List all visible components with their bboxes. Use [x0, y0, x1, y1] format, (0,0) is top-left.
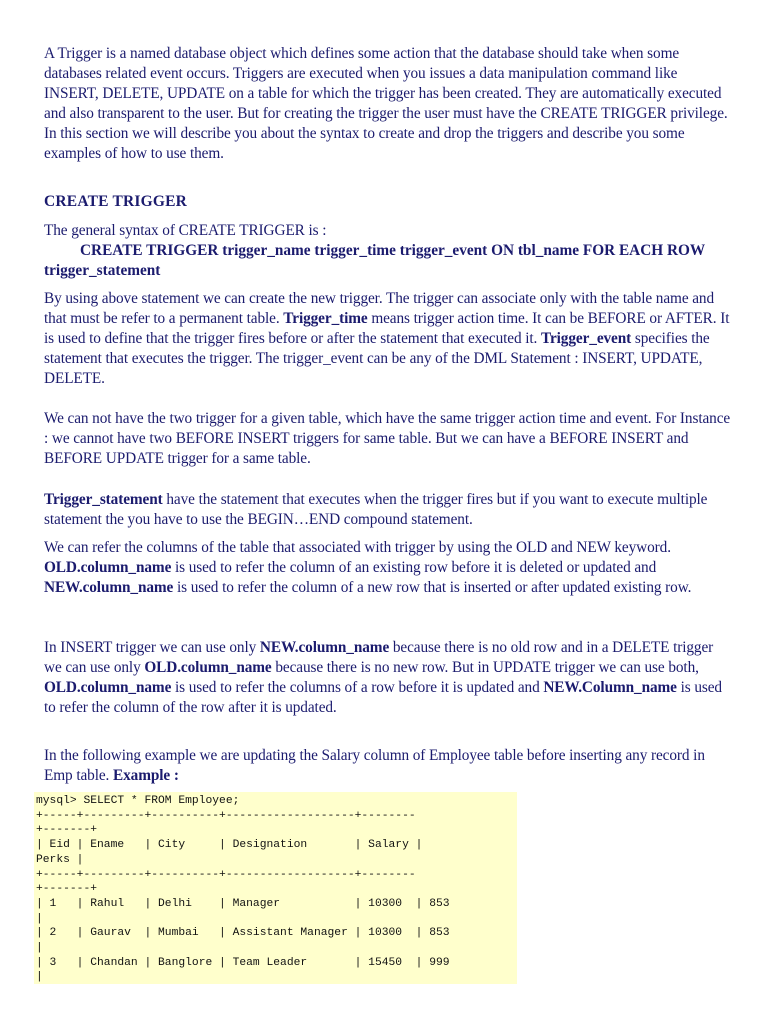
term-new-column: NEW.column_name [44, 579, 174, 596]
term-trigger-event: Trigger_event [540, 330, 632, 347]
term-trigger-statement: Trigger_statement [44, 491, 163, 508]
section-heading: CREATE TRIGGER [44, 193, 188, 210]
text-run: specifies the statement that executes the trigger. The trigger_event can be any of the DML Statement : INSERT, UPDATE, DELETE. [44, 330, 710, 387]
term-old-column: OLD.column_name [44, 559, 172, 576]
code-example: mysql> SELECT * FROM Employee; +-----+---------+----------+-------------------+-------- +-------+ | Eid | Ename | City | Designation | Salary | Perks | +-----+---------+----------+-------------------+-------- +-------+ | 1 | Rahul | Delhi | Manager | 10300 | 853 | | 2 | Gaurav | Mumbai | Assistant Manager | 10300 | 853 | | 3 | Chandan | Banglore | Team Leader | 15450 | 999 | [36, 795, 450, 984]
text-run: is used to refer the column of an existing row before it is deleted or updated and [171, 559, 657, 576]
intro-paragraph: A Trigger is a named database object which defines some action that the database should take when some databases related event occurs. Triggers are executed when you issues a data manipulation command like INSERT, DELETE, UPDATE on a table for which the trigger has been created. They are automatically executed and also transparent to the user. But for creating the trigger the user must have the CREATE TRIGGER privilege. In this section we will describe you about the syntax to create and drop the triggers and describe you some examples of how to use them. [44, 45, 728, 162]
syntax-intro: The general syntax of CREATE TRIGGER is : [44, 222, 327, 239]
text-run: means trigger action time. It can be BEFORE or AFTER. It is used to define that the trigger fires before or after the statement that executed it. [44, 310, 730, 347]
term-old-column: OLD.column_name [44, 679, 172, 696]
text-run: because there is no old row and in a DELETE trigger we can use only [44, 639, 714, 676]
term-old-column: OLD.column_name [144, 659, 272, 676]
text-run: is used to refer the columns of a row before it is updated and [171, 679, 544, 696]
text-run: In INSERT trigger we can use only [44, 639, 260, 656]
term-trigger-time: Trigger_time [283, 310, 368, 327]
insert-delete-update-paragraph [44, 638, 734, 718]
trigger-statement-paragraph [44, 490, 734, 530]
example-label: Example : [113, 767, 179, 784]
same-trigger-paragraph: We can not have the two trigger for a given table, which have the same trigger action time and event. For Instance : we cannot have two BEFORE INSERT triggers for same table. But we can have a BEFORE INSERT and BEFORE UPDATE trigger for a same table. [44, 410, 731, 467]
text-run: In the following example we are updating the Salary column of Employee table before inserting any record in Emp table. [44, 747, 705, 784]
text-run: We can refer the columns of the table that associated with trigger by using the OLD and NEW keyword. [44, 539, 671, 556]
example-intro-paragraph [44, 746, 734, 786]
code-example-box [34, 792, 517, 984]
text-run: By using above statement we can create the new trigger. The trigger can associate only with the table name and that must be refer to a permanent table. [44, 290, 715, 327]
text-run: because there is no new row. But in UPDATE trigger we can use both, [271, 659, 699, 676]
text-run: have the statement that executes when the trigger fires but if you want to execute multiple statement the you have to use the BEGIN…END compound statement. [44, 491, 708, 528]
text-run: is used to refer the column of a new row that is inserted or after updated existing row. [173, 579, 692, 596]
syntax-text: CREATE TRIGGER trigger_name trigger_time trigger_event ON tbl_name FOR EACH ROW trigger_statement [44, 242, 705, 279]
trigger-time-paragraph [44, 289, 734, 389]
text-run: is used to refer the column of the row after it is updated. [44, 679, 722, 716]
term-new-column: NEW.column_name [259, 639, 390, 656]
term-new-column: NEW.Column_name [543, 679, 677, 696]
old-new-paragraph [44, 538, 734, 598]
syntax-statement [44, 241, 734, 281]
